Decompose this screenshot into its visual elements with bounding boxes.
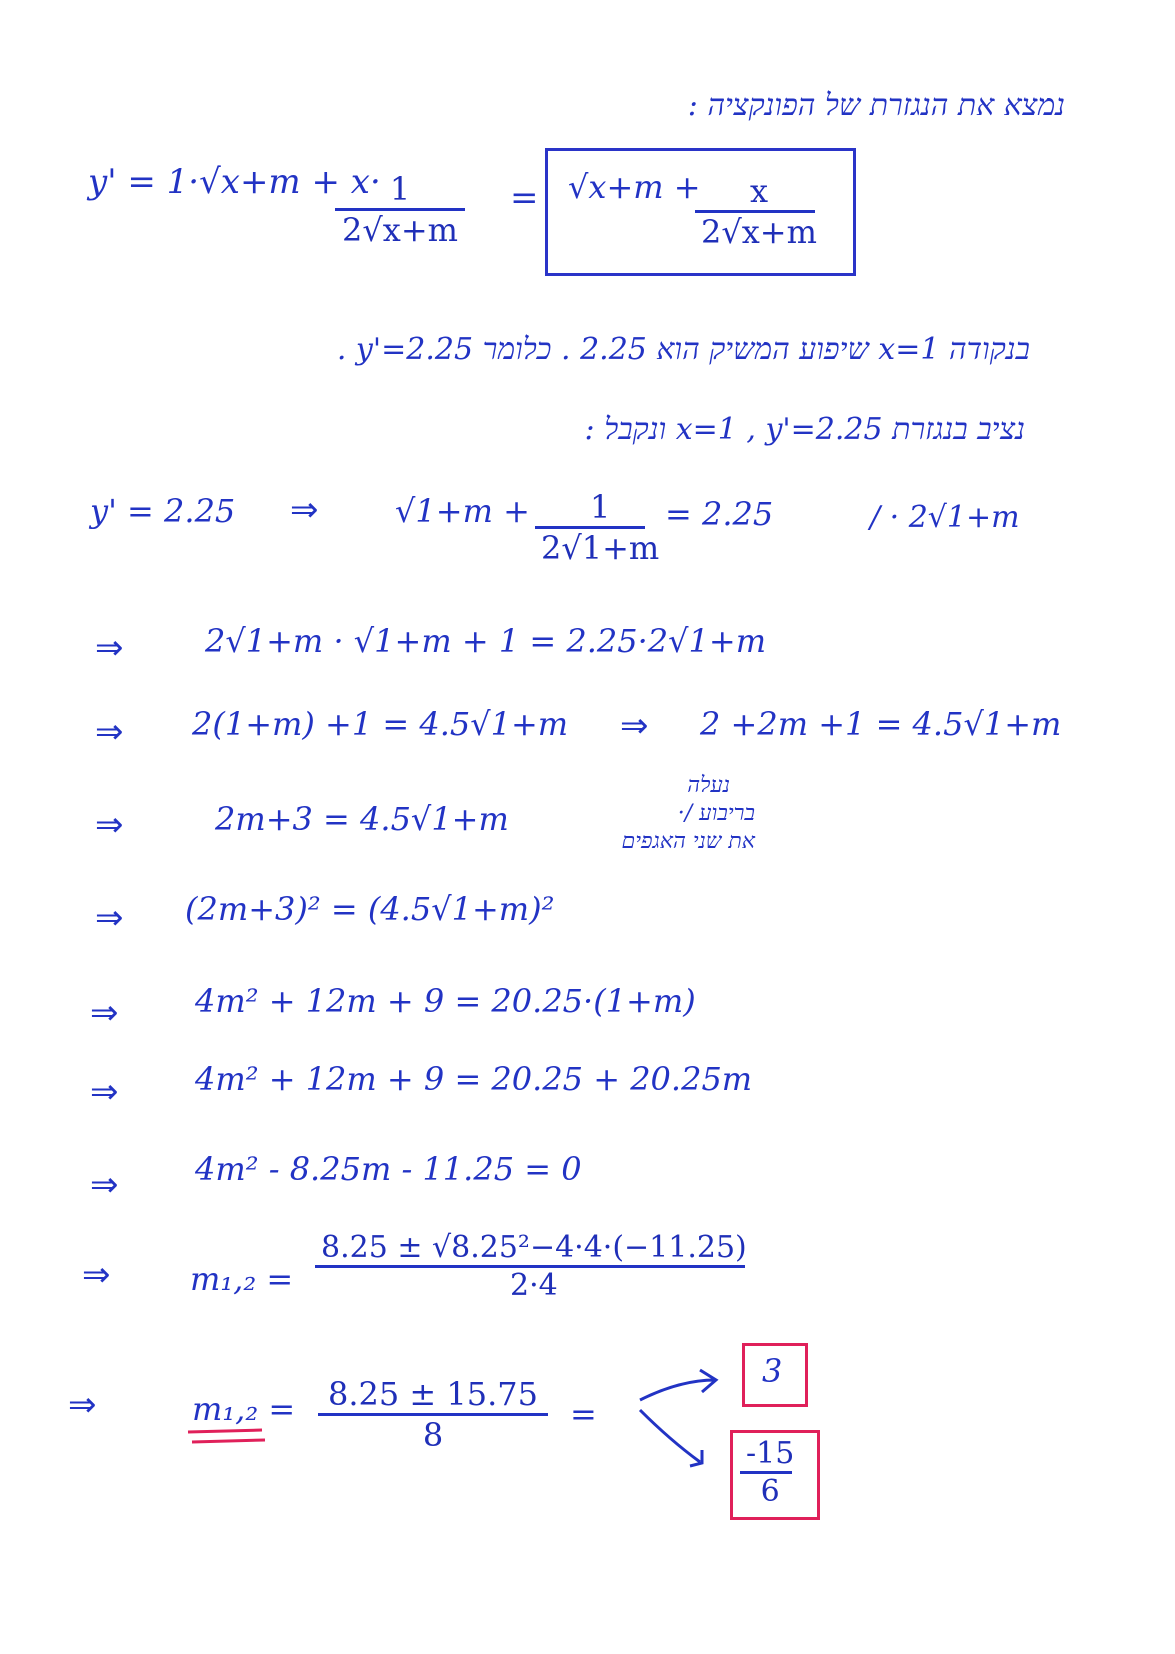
answer2-den: 6 xyxy=(760,1474,780,1509)
implies-arrow: ⇒ xyxy=(290,490,319,530)
step1-rhs: = 2.25 xyxy=(665,495,774,533)
step10-lhs: m₁,₂ = xyxy=(192,1390,296,1428)
implies-arrow: ⇒ xyxy=(68,1385,97,1425)
answer1: 3 xyxy=(762,1352,783,1390)
step4-note-line1: נעלה xyxy=(687,773,730,798)
box-term: √x+m + xyxy=(568,168,701,206)
answer2-num: -15 xyxy=(746,1436,795,1471)
red-underline xyxy=(188,1430,265,1442)
derivative-equals: = xyxy=(510,178,539,218)
step1-frac-num: 1 xyxy=(589,488,611,526)
implies-arrow: ⇒ xyxy=(95,712,124,752)
step3-right: 2 +2m +1 = 4.5√1+m xyxy=(700,705,1062,743)
implies-arrow: ⇒ xyxy=(90,1165,119,1205)
step1-lhs: y' = 2.25 xyxy=(90,492,236,530)
step5: (2m+3)² = (4.5√1+m)² xyxy=(185,890,555,928)
step9-frac-den: 2·4 xyxy=(510,1268,558,1303)
box-frac-num: x xyxy=(749,172,768,210)
answer-arrow-down xyxy=(640,1410,702,1466)
step6: 4m² + 12m + 9 = 20.25·(1+m) xyxy=(195,982,696,1020)
implies-arrow: ⇒ xyxy=(95,805,124,845)
implies-arrow: ⇒ xyxy=(620,706,649,746)
step9-frac-num: 8.25 ± √8.25²−4·4·(−11.25) xyxy=(321,1230,747,1265)
step7: 4m² + 12m + 9 = 20.25 + 20.25m xyxy=(195,1060,753,1098)
step10-frac-den: 8 xyxy=(422,1416,444,1454)
substitute-statement: נציב בנגזרת x=1 , y'=2.25 ונקבל : xyxy=(584,412,1025,447)
implies-arrow: ⇒ xyxy=(90,993,119,1033)
box-frac-den: 2√x+m xyxy=(701,213,817,251)
step4-note-line2: בריבוע /· xyxy=(677,801,755,826)
step1-expr: √1+m + xyxy=(395,492,530,530)
answer2-fraction xyxy=(740,1436,800,1509)
intro-text: נמצא את הנגזרת של הפונקציה : xyxy=(687,88,1065,123)
slope-statement: בנקודה x=1 שיפוע המשיק הוא 2.25 . כלומר y'=2.25 . xyxy=(336,332,1030,367)
step10-frac-num: 8.25 ± 15.75 xyxy=(327,1375,538,1413)
implies-arrow: ⇒ xyxy=(95,628,124,668)
step1-frac-den: 2√1+m xyxy=(541,529,660,567)
step3-left: 2(1+m) +1 = 4.5√1+m xyxy=(192,705,569,743)
step2: 2√1+m · √1+m + 1 = 2.25·2√1+m xyxy=(205,622,767,660)
step9-lhs: m₁,₂ = xyxy=(190,1260,294,1298)
derivative-lhs: y' = 1·√x+m + x· xyxy=(88,162,381,202)
step1-multiply-note: / · 2√1+m xyxy=(870,500,1020,535)
step8: 4m² - 8.25m - 11.25 = 0 xyxy=(195,1150,582,1188)
step4-note-line3: את שני האגפים xyxy=(621,829,755,854)
answer-arrow-up xyxy=(640,1370,716,1400)
step4: 2m+3 = 4.5√1+m xyxy=(215,800,509,838)
implies-arrow: ⇒ xyxy=(90,1072,119,1112)
derivative-frac-den: 2√x+m xyxy=(342,211,458,249)
step10-equals: = xyxy=(570,1395,597,1433)
derivative-frac-num: 1 xyxy=(389,170,411,208)
implies-arrow: ⇒ xyxy=(95,898,124,938)
implies-arrow: ⇒ xyxy=(82,1255,111,1295)
